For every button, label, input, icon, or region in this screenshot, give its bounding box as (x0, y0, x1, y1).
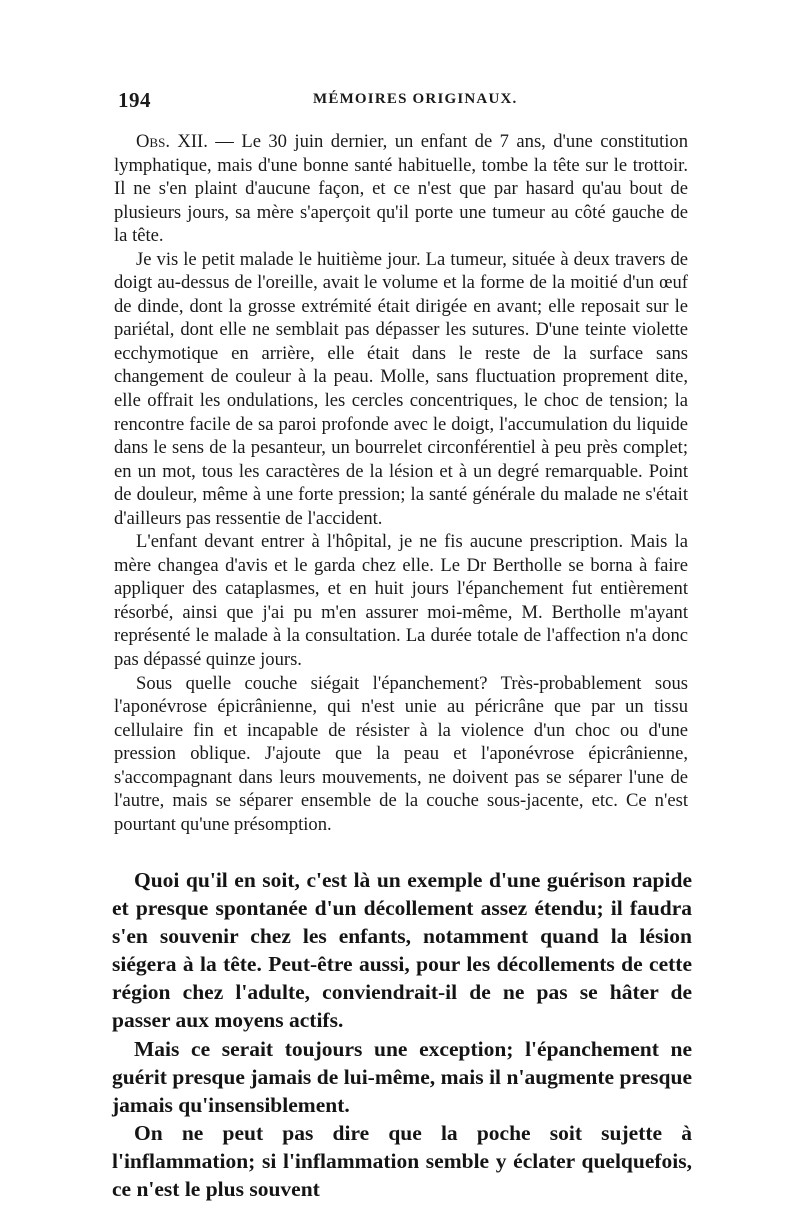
page-number: 194 (118, 88, 151, 112)
observation-paragraph: Sous quelle couche siégait l'épanchement? Très-probablement sous l'aponévrose épicrânienne, qui n'est unie au péricrâne que par un tissu cellulaire fin et incapable de résister à la violence d'un choc ou d'une pression oblique. J'ajoute que la peau et l'aponévrose épicrânienne, s'accompagnant dans leurs mouvements, ne doivent pas se séparer l'une de l'autre, mais se séparer ensemble de la couche sous-jacente, etc. Ce n'est pourtant qu'une présomption. (114, 672, 688, 835)
observation-text (114, 130, 688, 836)
discussion-paragraph: Quoi qu'il en soit, c'est là un exemple d'une guérison rapide et presque spontanée d'un décollement assez étendu; il faudra s'en souvenir chez les enfants, notamment quand la lésion siégera à la tête. Peut-être aussi, pour les décollements de cette région chez l'adulte, conviendrait-il de ne pas se hâter de passer aux moyens actifs. (112, 868, 692, 1033)
observation-paragraph: Je vis le petit malade le huitième jour. La tumeur, située à deux travers de doigt au-dessus de l'oreille, avait le volume et la forme de la moitié d'un œuf de dinde, dont la grosse extrémité était dirigée en avant; elle reposait sur le pariétal, dont elle ne semblait pas dépasser les sutures. D'une teinte violette ecchymotique en arrière, elle était dans le reste de la surface sans changement de couleur à la peau. Molle, sans fluctuation proprement dite, elle offrait les ondulations, les cercles concentriques, le choc de tension; la rencontre facile de sa paroi profonde avec le doigt, l'accumulation du liquide dans le sens de la pesanteur, un bourrelet circonférentiel à peu près complet; en un mot, tous les caractères de la lésion et à un degré remarquable. Point de douleur, même à une forte pression; la santé générale du malade ne s'était d'ailleurs pas ressentie de l'accident. (114, 248, 688, 529)
page-header (118, 88, 680, 116)
observation-paragraph: L'enfant devant entrer à l'hôpital, je ne fis aucune prescription. Mais la mère changea d'avis et le garda chez elle. Le Dr Bertholle se borna à faire appliquer des cataplasmes, et en huit jours l'épanchement fut entièrement résorbé, ainsi que j'ai pu m'en assurer moi-même, M. Bertholle m'ayant représenté le malade à la consultation. La durée totale de l'affection n'a donc pas dépassé quinze jours. (114, 531, 688, 671)
observation-paragraph-text: — Le 30 juin dernier, un enfant de 7 ans, d'une constitution lymphatique, mais d'une bonne santé habituelle, tombe la tête sur le trottoir. Il ne s'en plaint d'aucune façon, et ce n'est que par hasard qu'au bout de plusieurs jours, sa mère s'aperçoit qu'il porte une tumeur au côté gauche de la tête. (114, 131, 688, 247)
observation-paragraph (114, 130, 688, 248)
observation-label: Obs. XII. (136, 131, 208, 152)
discussion-paragraph: On ne peut pas dire que la poche soit sujette à l'inflammation; si l'inflammation semble y éclater quelquefois, ce n'est le plus souvent (112, 1120, 692, 1202)
running-title: MÉMOIRES ORIGINAUX. (313, 91, 518, 107)
discussion-paragraph: Mais ce serait toujours une exception; l'épanchement ne guérit presque jamais de lui-même, mais il n'augmente presque jamais qu'insensiblement. (112, 1036, 692, 1117)
discussion-text (112, 866, 692, 1203)
